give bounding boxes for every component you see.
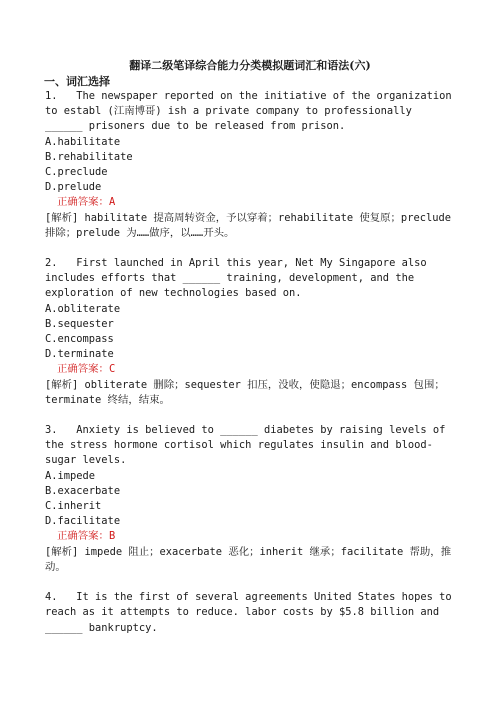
question-stem: 3. Anxiety is believed to ______ diabetes by raising levels of the stress hormone cortisol which regulates insulin and blood-sugar levels. xyxy=(45,424,452,467)
document-page xyxy=(44,58,458,636)
option-b: B.rehabilitate xyxy=(45,150,133,163)
explanation: [解析] obliterate 删除；sequester 扣压，没收，使隐退；encompass 包围；terminate 终结，结束。 xyxy=(45,378,445,406)
option-b: B.exacerbate xyxy=(45,484,121,497)
correct-answer: 正确答案：C xyxy=(57,363,116,376)
option-c: C.preclude xyxy=(45,166,108,179)
option-a: A.habilitate xyxy=(45,135,121,148)
option-b: B.sequester xyxy=(45,317,114,330)
option-c: C.inherit xyxy=(45,500,102,513)
option-a: A.impede xyxy=(45,469,96,482)
option-d: D.terminate xyxy=(45,348,114,361)
correct-answer: 正确答案：B xyxy=(57,530,116,543)
section-heading: 一、词汇选择 xyxy=(44,75,110,88)
correct-answer: 正确答案：A xyxy=(57,196,116,209)
option-c: C.encompass xyxy=(45,333,114,346)
option-d: D.facilitate xyxy=(45,515,121,528)
option-d: D.prelude xyxy=(45,181,102,194)
question-1 xyxy=(45,89,458,241)
document-title: 翻译二级笔译综合能力分类模拟题词汇和语法(六) xyxy=(129,59,371,72)
option-a: A.obliterate xyxy=(45,302,121,315)
question-stem: 4. It is the first of several agreements United States hopes to reach as it attempts to reduce. labor costs by $5.8 billion and ______ bankruptcy. xyxy=(45,591,458,634)
question-stem: 2. First launched in April this year, Net My Singapore also includes efforts that ______ training, development, and the exploration of new technologies based on. xyxy=(45,257,433,300)
question-3 xyxy=(45,423,455,575)
question-stem: 1. The newspaper reported on the initiative of the organization to establ (江南博哥) ish a private company to professionally ______ prisoners due to be released from prison. xyxy=(45,90,458,133)
question-4 xyxy=(45,590,458,636)
question-2 xyxy=(45,256,455,408)
explanation: [解析] impede 阻止；exacerbate 恶化；inherit 继承；facilitate 帮助，推动。 xyxy=(45,545,452,573)
explanation: [解析] habilitate 提高周转资金，予以穿着；rehabilitate 使复原；preclude 排除；prelude 为……做序，以……开头。 xyxy=(45,211,451,239)
